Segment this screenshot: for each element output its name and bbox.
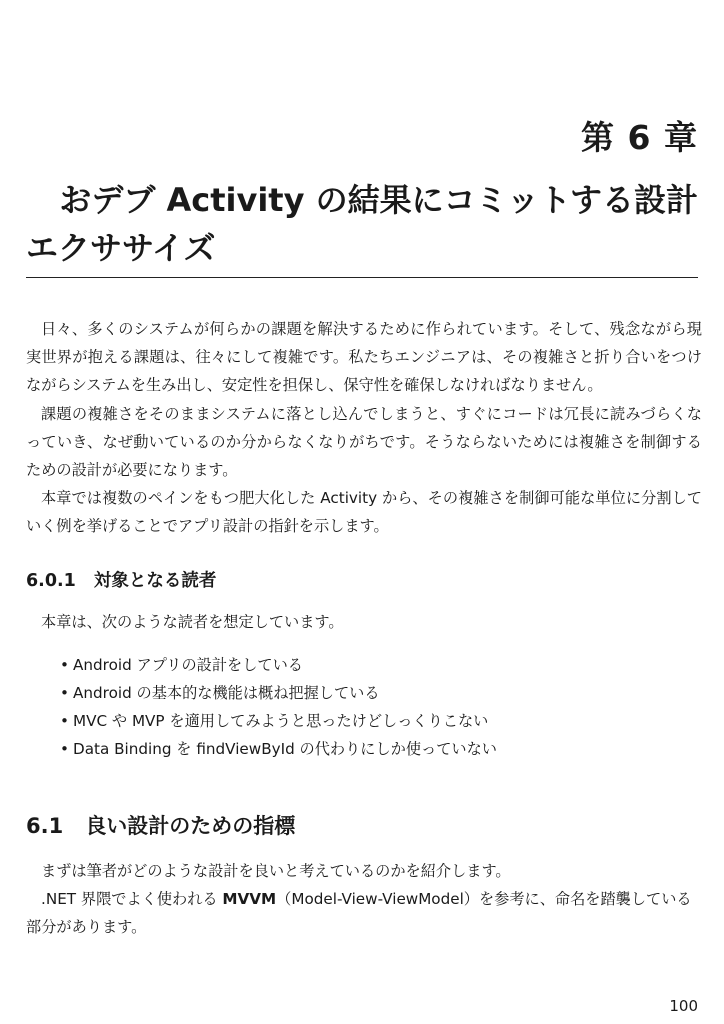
section-body <box>26 857 702 941</box>
section-heading-design-metrics <box>26 810 295 840</box>
chapter-title-line2: エクササイズ <box>26 229 216 267</box>
body-paragraph <box>26 885 702 941</box>
text-run: （Model-View-ViewModel）を参考に、命名を踏襲している部分があります。 <box>26 890 692 936</box>
section-lead: 本章は、次のような読者を想定しています。 <box>41 613 344 631</box>
intro-paragraph: 日々、多くのシステムが何らかの課題を解決するために作られています。そして、残念ながら現実世界が抱える課題は、往々にして複雑です。私たちエンジニアは、その複雑さと折り合いをつけながらシステムを生み出し、安定性を担保し、保守性を確保しなければなりません。 <box>26 320 702 395</box>
title-divider <box>26 277 698 278</box>
intro-text <box>26 315 702 541</box>
section-title: 良い設計のための指標 <box>85 814 296 838</box>
intro-paragraph: 本章では複数のペインをもつ肥大化した Activity から、その複雑さを制御可能な単位に分割していく例を挙げることでアプリ設計の指針を示します。 <box>26 489 702 536</box>
reader-list <box>60 651 497 763</box>
section-number: 6.0.1 <box>26 571 76 591</box>
body-paragraph: まずは筆者がどのような設計を良いと考えているのかを紹介します。 <box>41 862 511 880</box>
list-item: • MVC や MVP を適用してみようと思ったけどしっくりこない <box>60 707 497 735</box>
chapter-title <box>26 176 698 272</box>
section-heading-target-readers <box>26 567 216 592</box>
page-number: 100 <box>669 997 698 1015</box>
section-title: 対象となる読者 <box>93 571 217 591</box>
text-run: .NET 界隈でよく使われる <box>41 890 223 908</box>
list-item: • Android の基本的な機能は概ね把握している <box>60 679 497 707</box>
chapter-title-line1: おデブ Activity の結果にコミットする設計 <box>59 181 698 219</box>
bold-term: MVVM <box>222 890 277 908</box>
list-item: • Data Binding を findViewById の代わりにしか使っていない <box>60 735 497 763</box>
chapter-label: 第 6 章 <box>581 118 698 157</box>
section-number: 6.1 <box>26 814 64 838</box>
intro-paragraph: 課題の複雑さをそのままシステムに落とし込んでしまうと、すぐにコードは冗長に読みづらくなっていき、なぜ動いているのか分からなくなりがちです。そうならないためには複雑さを制御するための設計が必要になります。 <box>26 404 702 480</box>
list-item: • Android アプリの設計をしている <box>60 651 497 679</box>
